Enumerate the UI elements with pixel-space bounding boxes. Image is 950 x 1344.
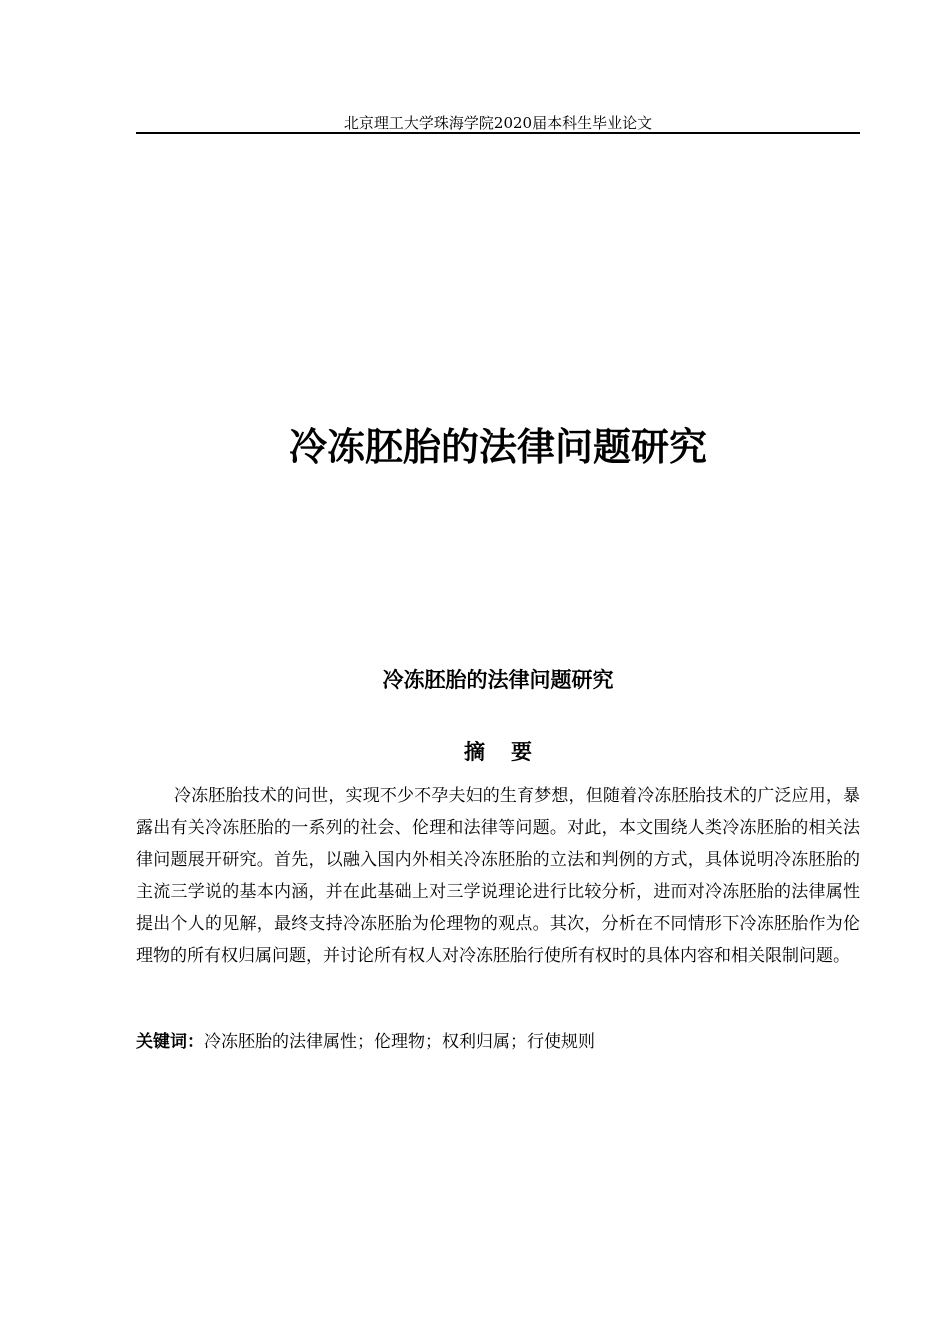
- header-rule: [136, 132, 860, 134]
- running-header: 北京理工大学珠海学院2020届本科生毕业论文: [343, 114, 653, 132]
- keywords: [136, 1028, 860, 1056]
- abstract-heading: 摘要: [464, 739, 558, 764]
- keywords-text: 冷冻胚胎的法律属性；伦理物；权利归属；行使规则: [204, 1032, 595, 1052]
- abstract-body: 冷冻胚胎技术的问世，实现不少不孕夫妇的生育梦想，但随着冷冻胚胎技术的广泛应用，暴露出有关冷冻胚胎的一系列的社会、伦理和法律等问题。对此，本文围绕人类冷冻胚胎的相关法律问题展开研究。首先，以融入国内外相关冷冻胚胎的立法和判例的方式，具体说明冷冻胚胎的主流三学说的基本内涵，并在此基础上对三学说理论进行比较分析，进而对冷冻胚胎的法律属性提出个人的见解，最终支持冷冻胚胎为伦理物的观点。其次，分析在不同情形下冷冻胚胎作为伦理物的所有权归属问题，并讨论所有权人对冷冻胚胎行使所有权时的具体内容和相关限制问题。: [136, 786, 860, 966]
- keywords-label: 关键词：: [136, 1032, 204, 1052]
- sub-title: 冷冻胚胎的法律问题研究: [382, 667, 614, 692]
- main-title: 冷冻胚胎的法律问题研究: [288, 424, 707, 469]
